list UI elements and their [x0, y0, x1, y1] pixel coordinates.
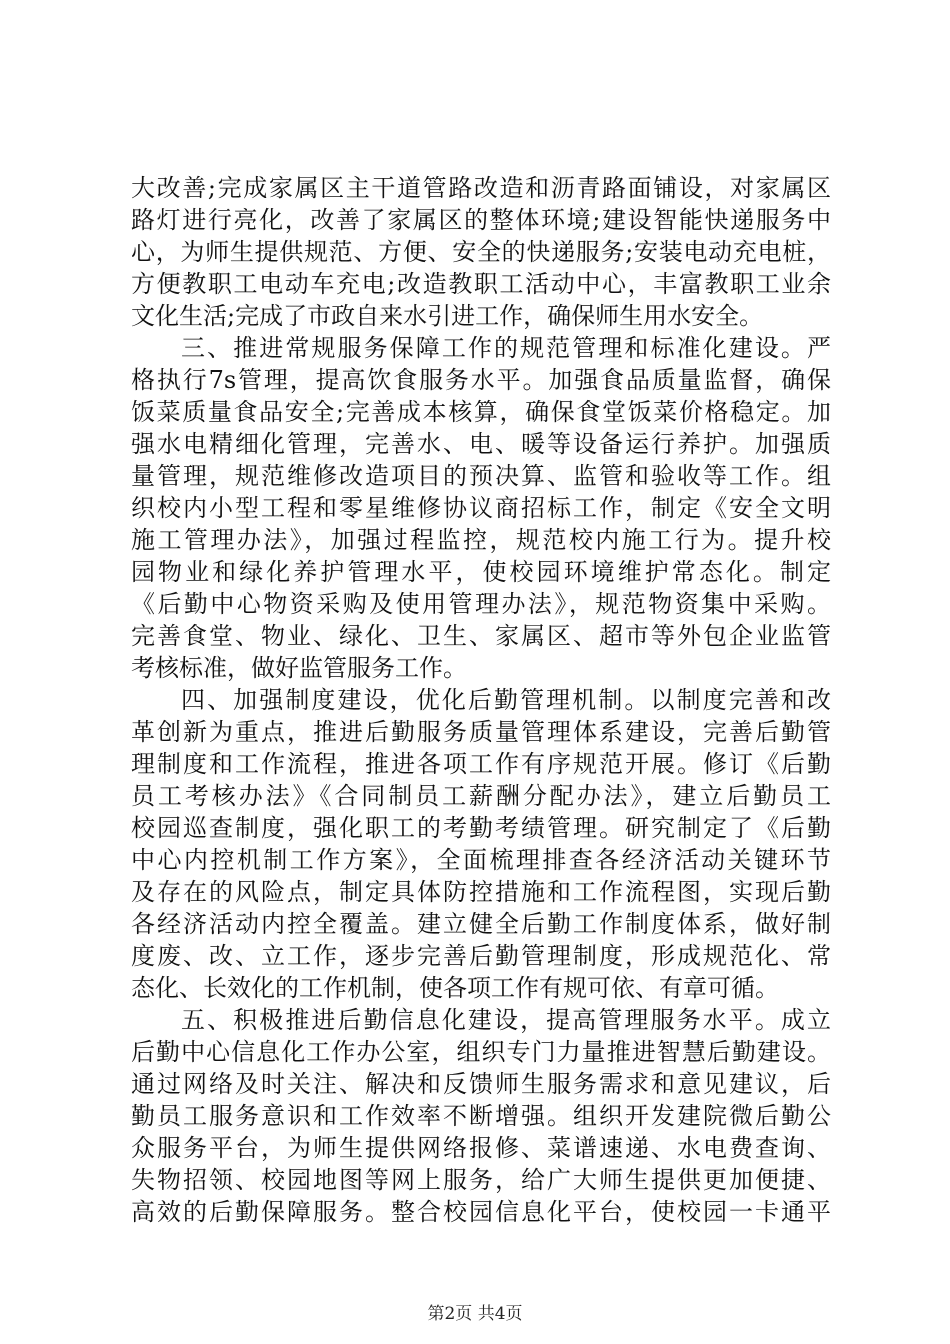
text-line: 完善食堂、物业、绿化、卫生、家属区、超市等外包企业监管: [131, 622, 831, 650]
text-line: 文化生活;完成了市政自来水引进工作，确保师生用水安全。: [131, 302, 764, 330]
text-line: 园物业和绿化养护管理水平，使校园环境维护常态化。制定: [131, 558, 831, 586]
text-line: 大改善;完成家属区主干道管路改造和沥青路面铺设，对家属区: [131, 174, 831, 202]
text-line: 方便教职工电动车充电;改造教职工活动中心，丰富教职工业余: [131, 270, 831, 298]
text-line: 心，为师生提供规范、方便、安全的快递服务;安装电动充电桩，: [131, 238, 831, 266]
text-line: 高效的后勤保障服务。整合校园信息化平台，使校园一卡通平: [131, 1198, 831, 1226]
text-line: 理制度和工作流程，推进各项工作有序规范开展。修订《后勤: [131, 750, 831, 778]
text-line: 强水电精细化管理，完善水、电、暖等设备运行养护。加强质: [131, 430, 831, 458]
text-line: 各经济活动内控全覆盖。建立健全后勤工作制度体系，做好制: [131, 910, 831, 938]
text-line: 及存在的风险点，制定具体防控措施和工作流程图，实现后勤: [131, 878, 831, 906]
text-line: 校园巡查制度，强化职工的考勤考绩管理。研究制定了《后勤: [131, 814, 831, 842]
page-number-footer: 第2页 共4页: [427, 1304, 523, 1324]
text-line: 勤员工服务意识和工作效率不断增强。组织开发建院微后勤公: [131, 1102, 831, 1130]
text-line: 中心内控机制工作方案》，全面梳理排查各经济活动关键环节: [131, 846, 831, 874]
paragraph-start-line: 五、积极推进后勤信息化建设，提高管理服务水平。成立: [181, 1006, 831, 1034]
text-line: 饭菜质量食品安全;完善成本核算，确保食堂饭菜价格稳定。加: [131, 398, 831, 426]
text-line: 态化、长效化的工作机制，使各项工作有规可依、有章可循。: [131, 974, 779, 1002]
text-line: 失物招领、校园地图等网上服务，给广大师生提供更加便捷、: [131, 1166, 831, 1194]
text-line: 员工考核办法》《合同制员工薪酬分配办法》，建立后勤员工: [131, 782, 831, 810]
text-line: 路灯进行亮化，改善了家属区的整体环境;建设智能快递服务中: [131, 206, 831, 234]
text-line: 织校内小型工程和零星维修协议商招标工作，制定《安全文明: [131, 494, 831, 522]
text-line: 考核标准，做好监管服务工作。: [131, 654, 467, 682]
text-line: 通过网络及时关注、解决和反馈师生服务需求和意见建议，后: [131, 1070, 831, 1098]
text-line: 《后勤中心物资采购及使用管理办法》，规范物资集中采购。: [131, 590, 831, 618]
text-line: 施工管理办法》，加强过程监控，规范校内施工行为。提升校: [131, 526, 831, 554]
text-line: 度废、改、立工作，逐步完善后勤管理制度，形成规范化、常: [131, 942, 831, 970]
text-line: 众服务平台，为师生提供网络报修、菜谱速递、水电费查询、: [131, 1134, 831, 1162]
text-line: 革创新为重点，推进后勤服务质量管理体系建设，完善后勤管: [131, 718, 831, 746]
text-line: 量管理，规范维修改造项目的预决算、监管和验收等工作。组: [131, 462, 831, 490]
text-line: 后勤中心信息化工作办公室，组织专门力量推进智慧后勤建设。: [131, 1038, 831, 1066]
body-text: [131, 172, 831, 1228]
text-line: 格执行7s管理，提高饮食服务水平。加强食品质量监督，确保: [131, 366, 831, 394]
paragraph-start-line: 四、加强制度建设，优化后勤管理机制。以制度完善和改: [181, 686, 831, 714]
paragraph-start-line: 三、推进常规服务保障工作的规范管理和标准化建设。严: [181, 334, 831, 362]
